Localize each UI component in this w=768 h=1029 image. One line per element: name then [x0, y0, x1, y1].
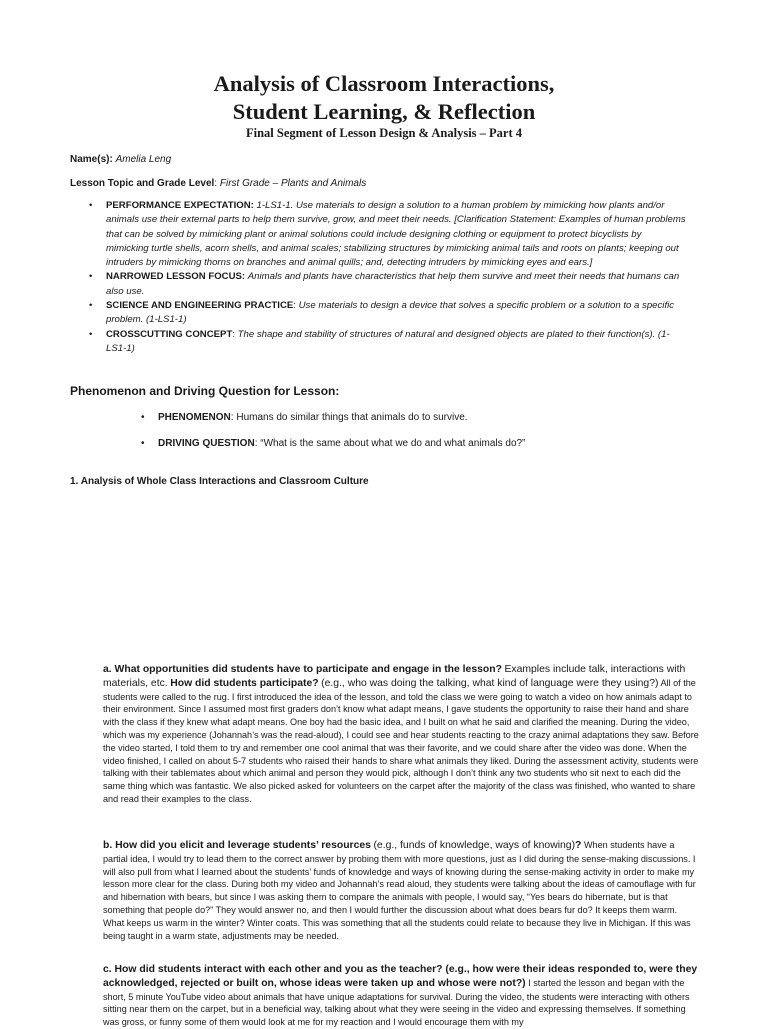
paragraph-a-examples: Examples include talk, interactions with materials, etc.: [103, 664, 686, 689]
document-title-line-2: Student Learning, & Reflection: [232, 99, 536, 124]
paragraph-a: [103, 663, 699, 806]
paragraph-c-body: I started the lesson and began with the short, 5 minute YouTube video about animals that have unique adaptations for survival. During the video, the students were interacting with others sitting near them on the carpet, but in a beneficial way, talking about what they were seeing in the video and expressing themselves. If something was gross, or funny some of them would look at me for my reaction and I would encourage them with my: [103, 977, 690, 1028]
bullet-icon: •: [89, 200, 93, 211]
driving-question-list: [138, 437, 698, 451]
lesson-topic-value: First Grade – Plants and Animals: [219, 178, 367, 189]
standard-narrowed-focus: [86, 270, 686, 299]
standard-text: 1-LS1-1. Use materials to design a solution to a human problem by mimicking how plants and/or animals use their external parts to help them survive, grow, and meet their needs. [Clarification Statement: Examples of human problems that can be solved by mimicking plant or animal solutions could include designing clothing or equipment to protect bicyclists by mimicking turtle shells, acorn shells, and animal scales; stabilizing structures by mimicking animal tails and roots on plants; keeping out intruders by mimicking thorns on branches and animal quills; and, detecting intruders by mimicking eyes and ears.]: [106, 200, 686, 269]
document-title-line-1: Analysis of Classroom Interactions,: [213, 71, 555, 96]
standard-label: NARROWED LESSON FOCUS:: [106, 271, 246, 283]
paragraph-b-question-end: ?: [575, 840, 582, 851]
document-subtitle: Final Segment of Lesson Design & Analysis – Part 4: [245, 126, 523, 140]
bullet-icon: •: [89, 300, 93, 312]
bullet-icon: •: [141, 438, 145, 449]
driving-question-item: • DRIVING QUESTION: “What is the same about what we do and what animals do?”: [141, 438, 526, 449]
phenomenon-label: PHENOMENON: [158, 412, 231, 423]
names-line: [70, 153, 171, 167]
standard-text: The shape and stability of structures of natural and designed objects are plated to their function(s). (1-LS1-1): [106, 328, 670, 354]
lesson-topic-label: Lesson Topic and Grade Level: [70, 178, 215, 189]
names-value: Amelia Leng: [115, 154, 172, 165]
standard-text: Animals and plants have characteristics that help them survive and meet their needs that humans can also use.: [106, 271, 680, 297]
paragraph-a-question-2: How did students participate?: [170, 677, 319, 689]
driving-question-label: DRIVING QUESTION: [158, 438, 255, 449]
standard-science-engineering-practice: • SCIENCE AND ENGINEERING PRACTICE: Use materials to design a device that solves a specific problem or a solution to a specific problem. (1-LS1-1): [89, 300, 675, 326]
paragraph-a-body: All of the students were called to the rug. I first introduced the idea of the lesson, and told the class we were going to watch a video on how animals adapt to their environment. Since I assumed most first graders don’t know what adapt means, I gave students the opportunity to raise their hand and share with the class if they knew what adapt means. One boy had the basic idea, and I built on what he said and clarified the meaning. During the video, which was my experience (Johannah’s was the read-aloud), I could see and hear students reacting to the crazy animal adaptations they saw. Before the video started, I told them to try and remember one cool animal that was their favorite, and we could share after the video was done. When the video finished, I called on about 5-7 students who raised their hands to share what animals they liked. During the assessment activity, students were talking with their tablemates about which animal and person they would pick, although I don’t think any two students who sit next to each did the same thing which was fantastic. We also picked asked for volunteers on the carpet after the majority of the class was finished, who wanted to share and read their examples to the class.: [103, 677, 699, 804]
driving-question-text: “What is the same about what we do and what animals do?”: [260, 438, 526, 449]
paragraph-b-examples: (e.g., funds of knowledge, ways of knowing): [373, 840, 576, 851]
names-label: Name(s):: [70, 154, 113, 165]
phenomenon-heading: Phenomenon and Driving Question for Lesson:: [70, 384, 340, 398]
paragraph-c: [103, 963, 699, 1029]
phenomenon-item: • PHENOMENON: Humans do similar things that animals do to survive.: [141, 412, 468, 423]
standard-label: SCIENCE AND ENGINEERING PRACTICE: [106, 300, 294, 312]
standard-label: CROSSCUTTING CONCEPT: [106, 328, 233, 340]
paragraph-a-question: a. What opportunities did students have to participate and engage in the lesson?: [103, 664, 502, 675]
bullet-icon: •: [89, 328, 93, 340]
paragraph-b: [103, 839, 699, 942]
paragraph-c-question: c. How did students interact with each other and you as the teacher? (e.g., how were their ideas responded to, were they acknowledged, rejected or built on, whose ideas were taken up and whose were not?): [103, 964, 698, 989]
paragraph-b-question: b. How did you elicit and leverage students’ resources: [103, 840, 371, 851]
phenomenon-text: Humans do similar things that animals do to survive.: [236, 412, 468, 423]
standard-text: Use materials to design a device that solves a specific problem or a solution to a specific problem. (1-LS1-1): [106, 300, 675, 326]
standard-crosscutting-concept: • CROSSCUTTING CONCEPT: The shape and stability of structures of natural and designed objects are plated to their function(s). (1-LS1-1): [89, 328, 670, 354]
standards-list: [86, 199, 686, 356]
section-1-heading: 1. Analysis of Whole Class Interactions and Classroom Culture: [70, 476, 369, 487]
lesson-topic-line: Lesson Topic and Grade Level: First Grade – Plants and Animals: [70, 178, 367, 189]
bullet-icon: •: [141, 412, 145, 423]
paragraph-b-body: When students have a partial idea, I would try to lead them to the correct answer by probing them with more questions, just as I did during the sense-making discussions. I will also pull from what I learned about the students’ funds of knowledge and ways of knowing during the sense-making activity in order to make my lesson more clear for the class. During both my video and Johannah’s read aloud, they students were talking about the ideas of camouflage with fur and hibernation with bears, but since I was asking them to compare the animals with people, I would say, “Yes bears do hibernate, but is that something that people do?” They would answer no, and then I would further the discussion about what does bears fur do? It keeps them warm. What keeps us warm in the winter? Winter coats. This was something that all the students could relate to because they live in Michigan. If this was being taught in a warm state, adjustments may be needed.: [103, 840, 696, 941]
paragraph-a-examples-2: (e.g., who was doing the talking, what kind of language were they using?): [321, 677, 659, 689]
bullet-icon: •: [89, 271, 93, 283]
standard-label: PERFORMANCE EXPECTATION:: [106, 200, 254, 211]
phenomenon-list: [138, 411, 698, 425]
standard-performance-expectation: [86, 199, 686, 270]
